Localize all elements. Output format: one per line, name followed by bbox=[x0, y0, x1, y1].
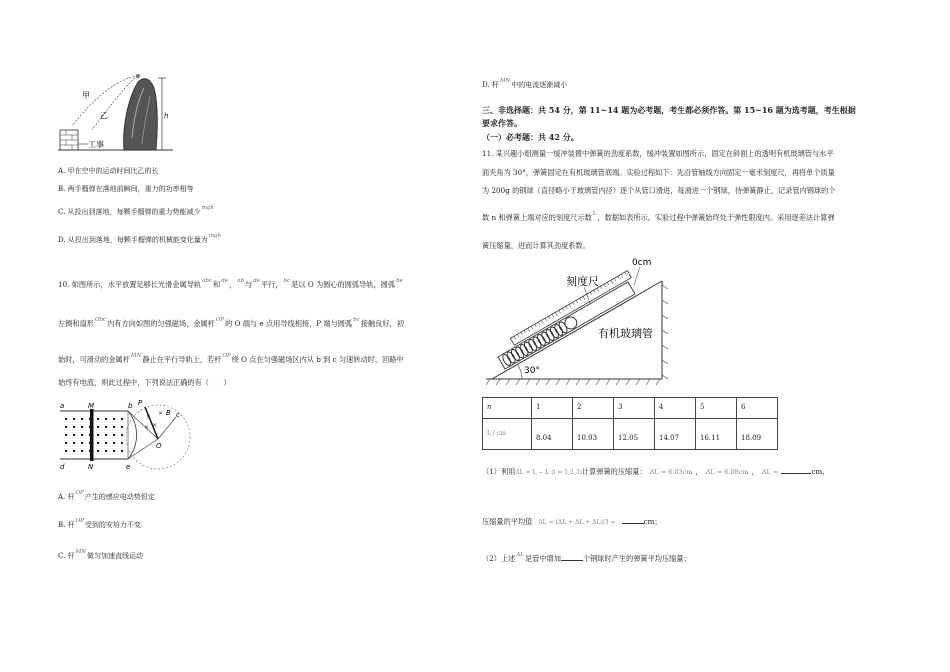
q10-option-b: B. 杆$^{OP}$受到的安培力不变 bbox=[58, 518, 141, 529]
label-jia: 甲 bbox=[82, 91, 90, 100]
q11-line-3: 为 200g 的钢球（直径略小于玻璃管内径）逐个从管口滑进，每滑进一个钢球，待弹簧静止，记录管内钢球的个 bbox=[482, 186, 836, 195]
table-row: n 1 2 3 4 5 6 bbox=[483, 398, 778, 419]
q9-figure bbox=[58, 68, 188, 158]
q10-line-2: 左侧和扇形$^{Obc}$内有方向如图的匀强磁场，金属杆$^{OP}$的 O 端与 e 点用导线相接，P 端与圆弧$^{bc}$接触良好，初 bbox=[58, 317, 404, 328]
q11-part1-line2: 压缩量的平均值 ΔL = (ΔL + ΔL + ΔL)/3 = cm； bbox=[482, 517, 662, 526]
label-a: a bbox=[60, 402, 65, 410]
label-m: M bbox=[88, 402, 95, 410]
q10-line-4: 始终有电流，则此过程中，下列说法正确的有（ ） bbox=[58, 378, 231, 387]
q10-option-c: C. 杆$^{MN}$做匀加速直线运动 bbox=[58, 549, 144, 560]
q9-option-d: D. 从投出到落地，每颗手榴弹的机械能变化量为$^{mgh}$ bbox=[58, 233, 222, 244]
svg-text:×: × bbox=[158, 410, 164, 417]
rod-mn bbox=[90, 409, 94, 461]
q11-part2: （2）上述$^{\Delta L}$是管中增加 个钢球时产生的弹簧平均压缩量； bbox=[482, 552, 691, 563]
rock-icon bbox=[124, 79, 158, 150]
label-d: d bbox=[60, 463, 65, 471]
label-h: h bbox=[164, 112, 169, 120]
label-angle: 30° bbox=[524, 366, 540, 376]
q11-line-4: 数 n 和弹簧上端对应的刻度尺示数$^L$，数据如表所示。实验过程中弹簧始终处于弹性限度内。采用逐差法计算弹 bbox=[482, 211, 835, 222]
label-zero: 0cm bbox=[632, 258, 652, 268]
label-gongshi: 工事 bbox=[88, 140, 104, 149]
q10-line-1: 10. 如图所示，水平放置足够长光滑金属导轨$^{abc}$和$^{de}$，$^{ab}$与$^{de}$平行，$^{bc}$是以 O 为圆心的圆弧导轨，圆弧$^{be}$ bbox=[58, 278, 403, 289]
q11-data-table bbox=[482, 397, 778, 450]
q10-option-a: A. 杆$^{OP}$产生的感应电动势恒定 bbox=[58, 490, 155, 501]
q9-option-b: B. 两手榴弹在落地前瞬间，重力的功率相等 bbox=[58, 185, 194, 193]
label-b: b bbox=[128, 402, 133, 410]
section3-subheading: （一）必考题：共 42 分。 bbox=[482, 132, 579, 142]
q11-line-2: 面夹角为 30°，弹簧固定在有机玻璃管底端。实验过程如下：先沿管轴线方向固定一毫米刻度尺，再将单个质量 bbox=[482, 168, 835, 177]
q11-part1-line1: （1）利用ΔL = L − L (i = 1,2,3)计算弹簧的压缩量： ΔL = 6.03cm ， ΔL = 6.08cm ， ΔL = cm， bbox=[482, 467, 830, 476]
label-ruler: 刻度尺 bbox=[566, 275, 599, 288]
label-c: c bbox=[176, 411, 180, 419]
spring-icon bbox=[501, 321, 568, 367]
grenade-icon bbox=[136, 74, 140, 78]
label-e: e bbox=[126, 463, 131, 471]
table-row: L / cm 8.04 10.03 12.05 14.07 16.11 18.09 bbox=[483, 419, 778, 450]
answer-blank[interactable] bbox=[622, 516, 644, 524]
q11-line-5: 簧压缩量，进而计算其劲度系数。 bbox=[482, 241, 590, 250]
answer-blank[interactable] bbox=[781, 466, 811, 474]
magnetic-field-dots bbox=[65, 418, 123, 452]
label-p: P bbox=[138, 399, 143, 407]
q10-figure bbox=[58, 397, 228, 477]
section3-heading-line1: 三、非选择题：共 54 分，第 11~14 题为必考题，考生都必须作答。第 15~16 题为选考题，考生根据 bbox=[482, 105, 856, 115]
svg-text:×: × bbox=[144, 424, 150, 431]
svg-text:×: × bbox=[152, 422, 158, 429]
q11-figure bbox=[482, 255, 672, 391]
brick-wall-icon bbox=[60, 130, 78, 150]
q11-line-1: 11. 某兴趣小组测量一缓冲装置中弹簧的劲度系数，缓冲装置如图所示，固定在斜面上的透明有机玻璃管与水平 bbox=[482, 149, 834, 158]
q10-line-3: 始时，可滑动的金属杆$^{MN}$静止在平行导轨上，若杆$^{OP}$绕 O 点在匀强磁场区内从 b 到 c 匀速转动时，回路中 bbox=[58, 353, 404, 364]
label-field-b: B bbox=[166, 409, 171, 417]
label-n: N bbox=[88, 463, 94, 471]
section3-heading-line2: 要求作答。 bbox=[482, 118, 522, 128]
answer-blank[interactable] bbox=[561, 553, 583, 561]
label-tube: 有机玻璃管 bbox=[598, 327, 653, 340]
label-o: O bbox=[156, 442, 162, 450]
svg-text:×: × bbox=[146, 414, 152, 421]
q9-option-a: A. 甲在空中的运动时间比乙的长 bbox=[58, 167, 159, 175]
q10-option-d: D. 杆$^{MN}$中的电流逐渐减小 bbox=[482, 78, 568, 89]
q9-option-c: C. 从投出到落地，每颗手榴弹的重力势能减少$^{mgh}$ bbox=[58, 205, 214, 216]
label-yi: 乙 bbox=[100, 111, 108, 120]
steel-ball-icon bbox=[563, 315, 579, 331]
